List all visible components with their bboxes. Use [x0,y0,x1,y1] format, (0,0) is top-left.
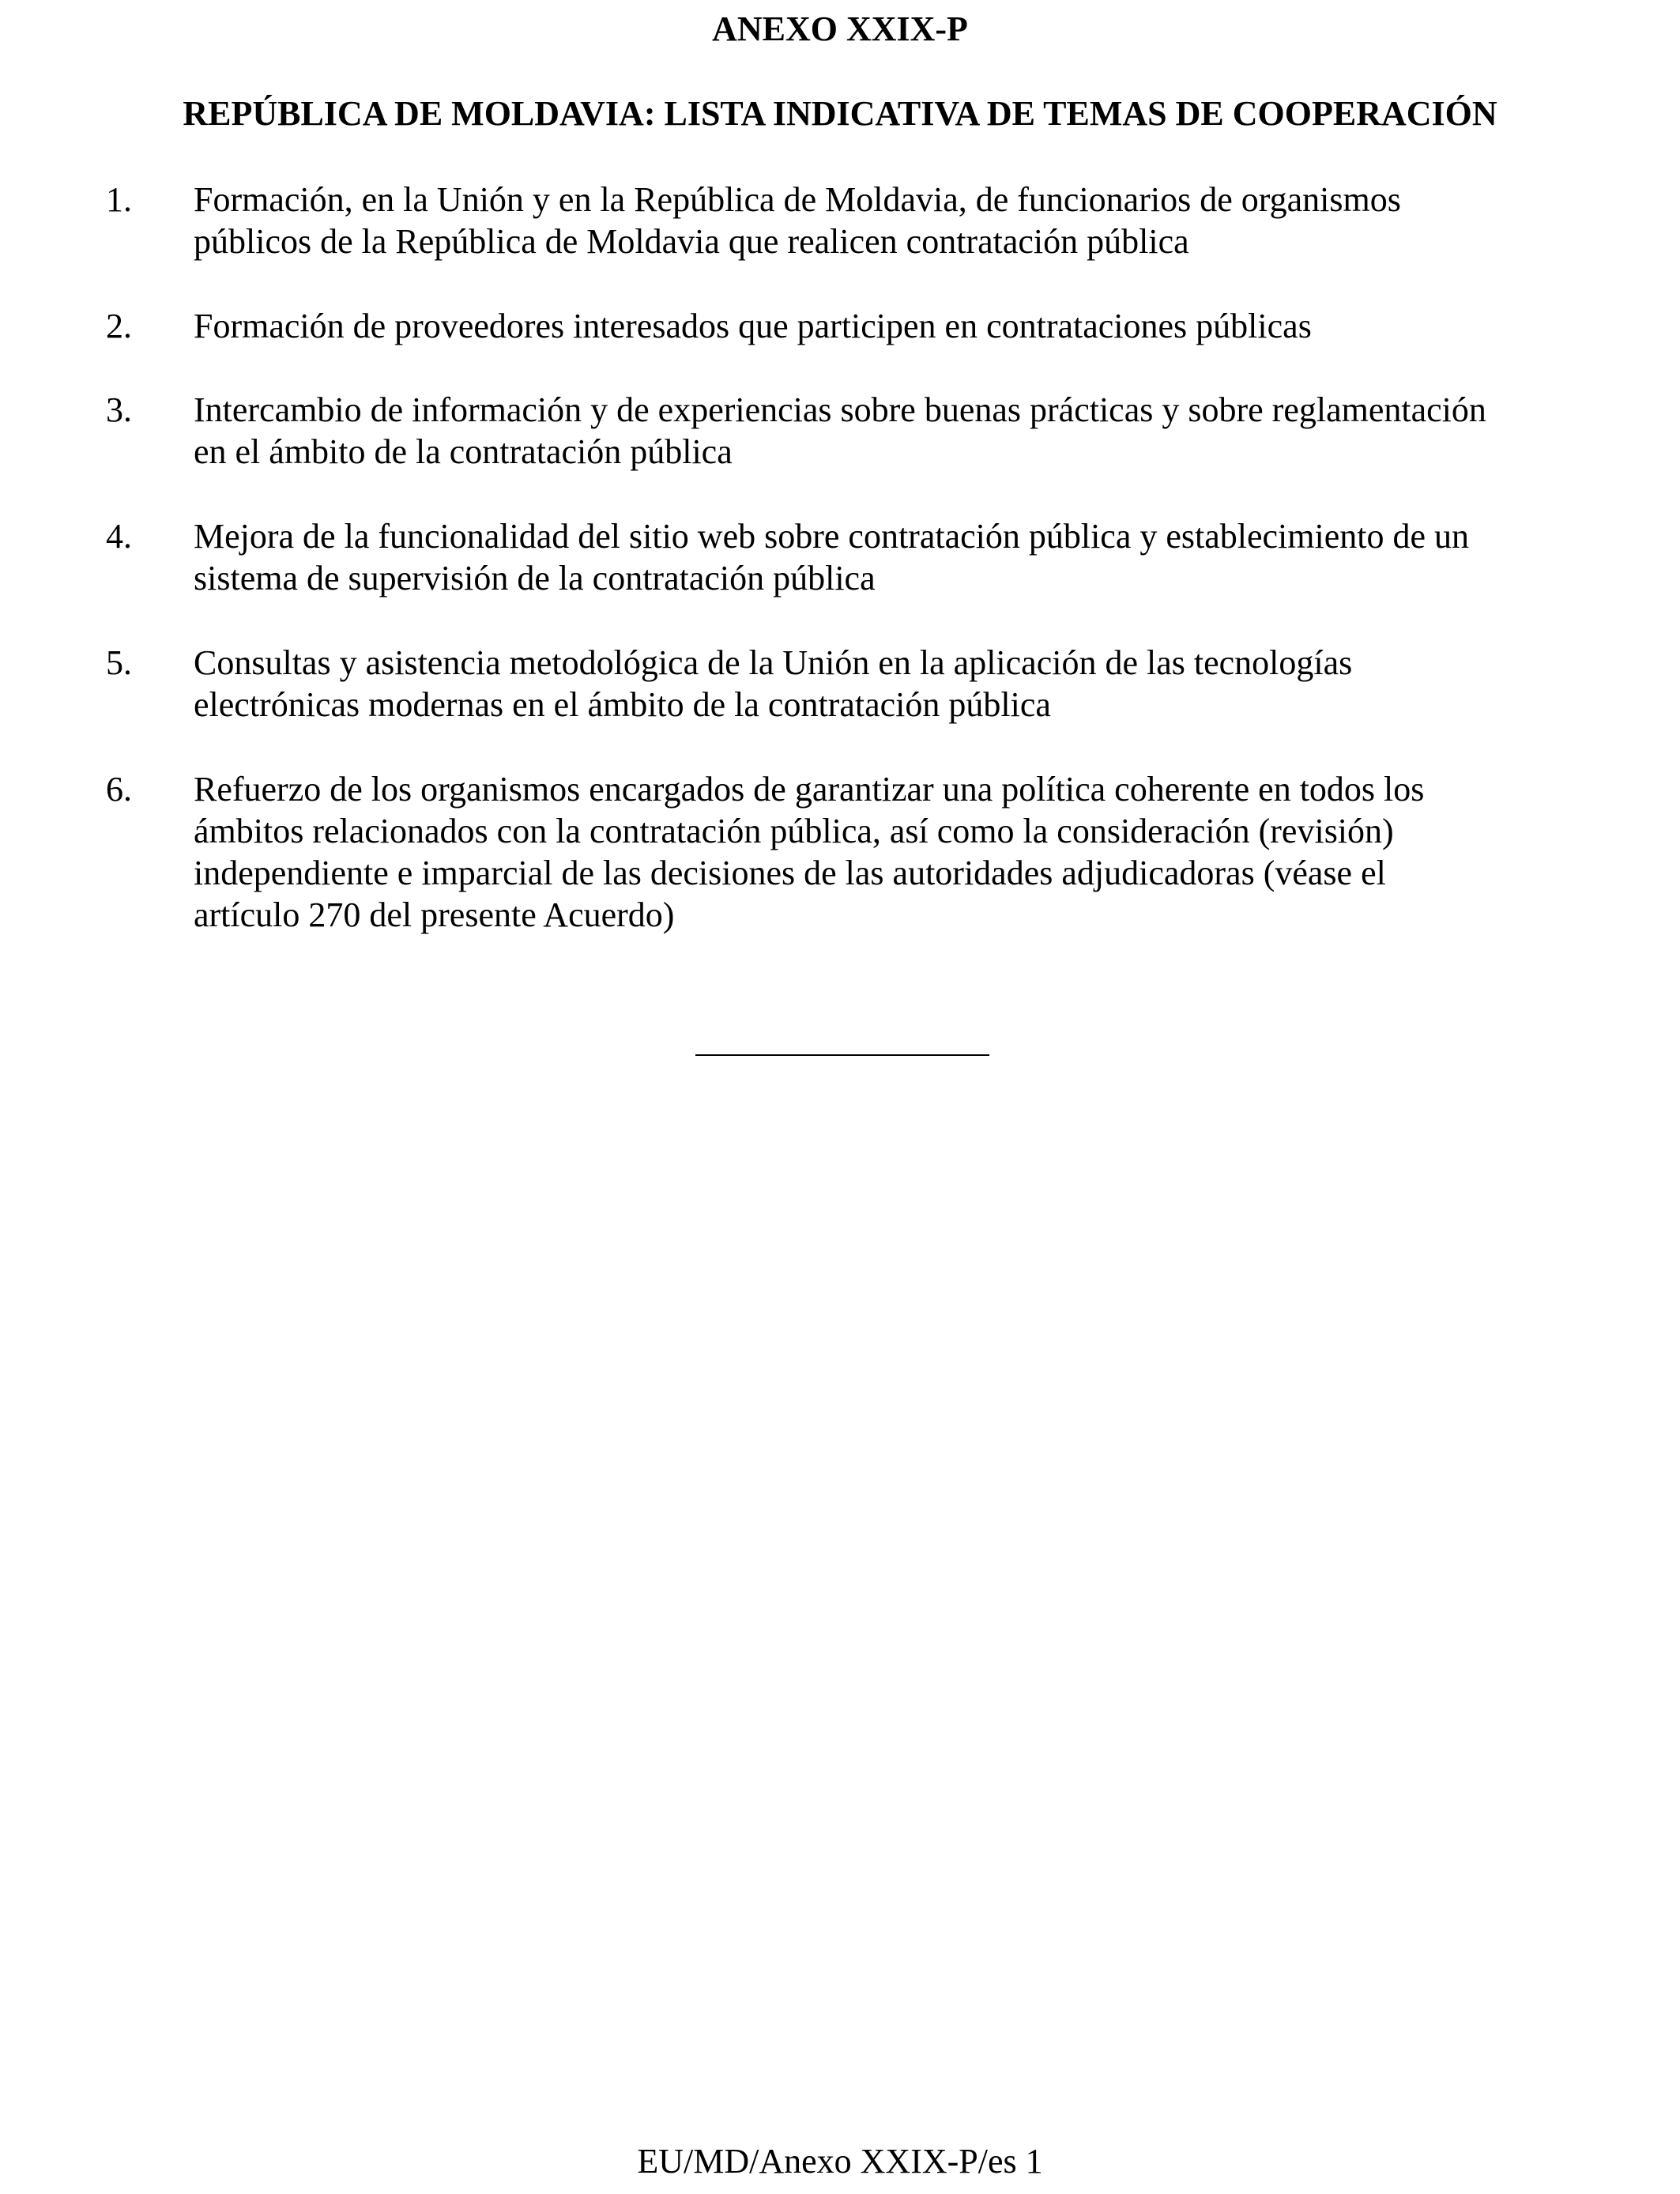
item-line: públicos de la República de Moldavia que realicen contratación pública [194,222,1189,261]
item-line: Intercambio de información y de experiencias sobre buenas prácticas y sobre reglamentación [194,390,1486,429]
item-line: independiente e imparcial de las decisiones de las autoridades adjudicadoras (véase el [194,854,1386,892]
item-line: Refuerzo de los organismos encargados de garantizar una política coherente en todos los [194,770,1425,809]
item-text [194,642,1584,726]
page-footer: EU/MD/Anexo XXIX-P/es 1 [637,2142,1043,2181]
item-number: 6. [106,770,132,809]
item-line: Formación, en la Unión y en la República de Moldavia, de funcionarios de organismos [194,180,1401,219]
annex-title: ANEXO XXIX-P [712,9,968,48]
item-number: 4. [106,517,132,556]
item-line: sistema de supervisión de la contratación pública [194,559,876,598]
item-number: 2. [106,307,132,345]
item-line: electrónicas modernas en el ámbito de la contratación pública [194,685,1051,724]
item-line: artículo 270 del presente Acuerdo) [194,895,675,934]
item-line: Mejora de la funcionalidad del sitio web sobre contratación pública y establecimiento de un [194,517,1470,556]
item-text [194,389,1584,473]
annex-subtitle: REPÚBLICA DE MOLDAVIA: LISTA INDICATIVA DE TEMAS DE COOPERACIÓN [183,94,1497,133]
item-text [194,179,1584,262]
item-line: Consultas y asistencia metodológica de la Unión en la aplicación de las tecnologías [194,643,1353,682]
item-number: 5. [106,643,132,682]
item-line: en el ámbito de la contratación pública [194,432,733,471]
item-number: 3. [106,390,132,429]
item-line: ámbitos relacionados con la contratación pública, así como la consideración (revisión) [194,812,1394,850]
item-text [194,305,1584,347]
item-text [194,768,1584,936]
item-text [194,515,1584,599]
item-number: 1. [106,180,132,219]
item-line: Formación de proveedores interesados que participen en contrataciones públicas [194,307,1312,345]
end-separator-line [695,1054,989,1056]
